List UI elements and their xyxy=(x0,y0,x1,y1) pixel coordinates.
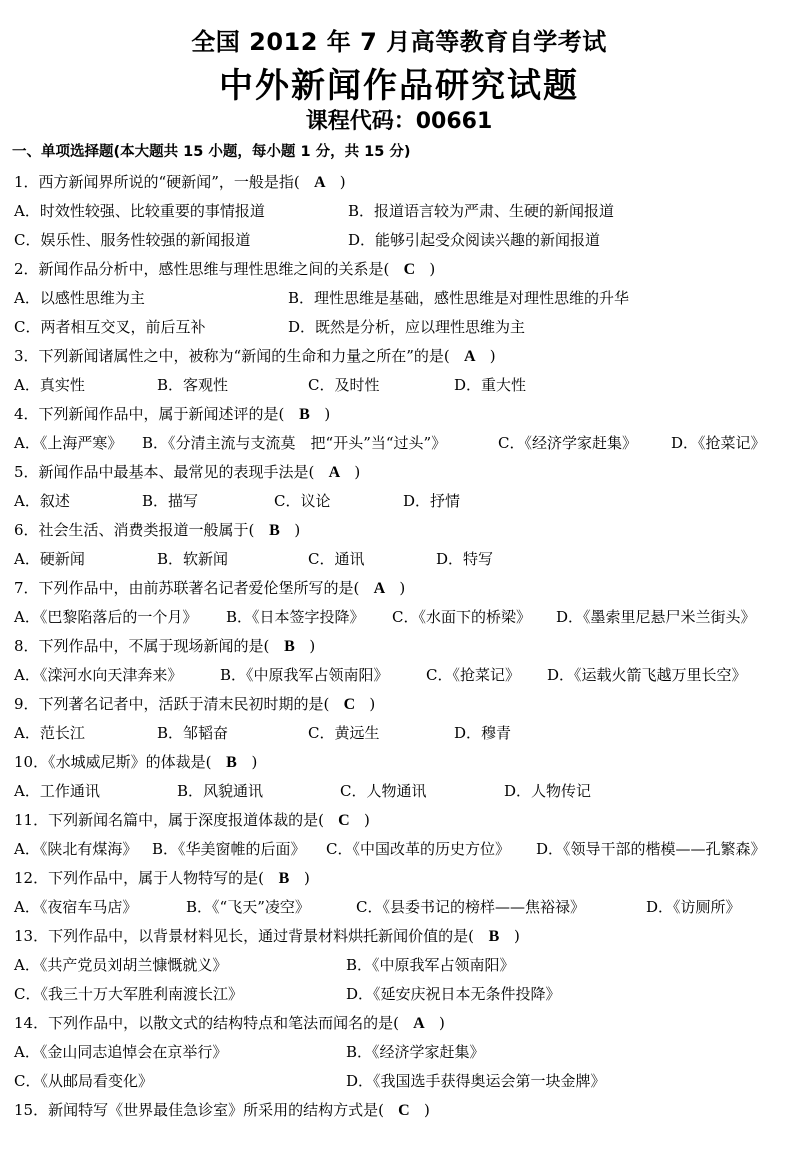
answer-mark: A xyxy=(463,348,476,365)
question-number: 7． xyxy=(14,579,39,597)
answer-close-paren: ) xyxy=(369,695,376,713)
answer-mark: B xyxy=(299,406,310,423)
option-a: A．《共产党员刘胡兰慷慨就义》 xyxy=(14,956,228,974)
question-text: 下列新闻诸属性之中，被称为“新闻的生命和力量之所在”的是( xyxy=(38,347,450,365)
question-list xyxy=(14,168,794,1125)
option-d: D．特写 xyxy=(436,550,494,568)
option-row xyxy=(14,487,794,516)
course-code: 课程代码：00661 xyxy=(305,109,493,134)
option-a: A．工作通讯 xyxy=(14,782,100,800)
question-text: 下列作品中，以散文式的结构特点和笔法而闻名的是( xyxy=(48,1014,399,1032)
question-text: 下列新闻作品中，属于新闻述评的是( xyxy=(38,405,285,423)
answer-close-paren: ) xyxy=(399,579,406,597)
question-number: 13． xyxy=(14,927,49,945)
option-row xyxy=(14,313,794,342)
option-row xyxy=(14,951,794,980)
question-text: 新闻特写《世界最佳急诊室》所采用的结构方式是( xyxy=(48,1101,384,1119)
question-text: 《水城威尼斯》的体裁是( xyxy=(48,753,212,771)
question-4 xyxy=(14,400,794,429)
option-d: D．重大性 xyxy=(454,376,527,394)
answer-mark: C xyxy=(398,1102,410,1119)
question-number: 10． xyxy=(14,753,49,771)
question-5 xyxy=(14,458,794,487)
question-text: 下列作品中，由前苏联著名记者爱伦堡所写的是( xyxy=(38,579,360,597)
option-c: C．通讯 xyxy=(308,550,365,568)
answer-close-paren: ) xyxy=(423,1101,430,1119)
question-text: 下列作品中，属于人物特写的是( xyxy=(48,869,264,887)
answer-mark: B xyxy=(488,928,500,945)
answer-mark: C xyxy=(338,812,350,829)
question-text: 新闻作品分析中，感性思维与理性思维之间的关系是( xyxy=(38,260,390,278)
question-text: 社会生活、消费类报道一般属于( xyxy=(38,521,255,539)
option-b: B．客观性 xyxy=(157,376,229,394)
answer-close-paren: ) xyxy=(294,521,301,539)
question-number: 1． xyxy=(14,173,39,191)
option-b: B．《华美窗帷的后面》 xyxy=(152,840,306,858)
option-c: C．《中国改革的历史方位》 xyxy=(326,840,510,858)
option-row xyxy=(14,197,794,226)
option-row xyxy=(14,429,794,458)
option-b: B．《经济学家赶集》 xyxy=(346,1043,485,1061)
option-row xyxy=(14,1067,794,1096)
question-number: 15． xyxy=(14,1101,49,1119)
option-b: B．《中原我军占领南阳》 xyxy=(346,956,515,974)
section-heading: 一、单项选择题(本大题共 15 小题，每小题 1 分，共 15 分) xyxy=(12,144,411,160)
option-c: C．《抢菜记》 xyxy=(426,666,520,684)
answer-mark: A xyxy=(413,1015,425,1032)
option-a: A．时效性较强、比较重要的事情报道 xyxy=(14,202,265,220)
question-13 xyxy=(14,922,794,951)
question-8 xyxy=(14,632,794,661)
question-text: 下列作品中，不属于现场新闻的是( xyxy=(38,637,270,655)
option-b: B．理性思维是基础，感性思维是对理性思维的升华 xyxy=(288,289,630,307)
option-b: B．《分清主流与支流莫 把“开头”当“过头”》 xyxy=(142,434,447,452)
question-number: 12． xyxy=(14,869,49,887)
question-number: 4． xyxy=(14,405,39,423)
question-text: 下列著名记者中，活跃于清末民初时期的是( xyxy=(38,695,330,713)
option-c: C．《水面下的桥梁》 xyxy=(392,608,531,626)
option-a: A．《上海严寒》 xyxy=(14,434,123,452)
answer-close-paren: ) xyxy=(303,869,310,887)
option-c: C．及时性 xyxy=(308,376,380,394)
answer-close-paren: ) xyxy=(309,637,316,655)
question-number: 14． xyxy=(14,1014,49,1032)
option-c: C．议论 xyxy=(274,492,331,510)
question-text: 新闻作品中最基本、最常见的表现手法是( xyxy=(38,463,315,481)
answer-mark: C xyxy=(403,261,416,278)
option-c: C．《县委书记的榜样——焦裕禄》 xyxy=(356,898,585,916)
exam-title: 全国 2012 年 7 月高等教育自学考试 xyxy=(191,28,607,56)
option-b: B．风貌通讯 xyxy=(177,782,264,800)
option-b: B．软新闻 xyxy=(157,550,229,568)
option-c: C．人物通讯 xyxy=(340,782,427,800)
option-b: B．《日本签字投降》 xyxy=(226,608,365,626)
question-7 xyxy=(14,574,794,603)
answer-close-paren: ) xyxy=(513,927,520,945)
answer-mark: B xyxy=(269,522,280,539)
question-2 xyxy=(14,255,794,284)
answer-mark: C xyxy=(343,696,356,713)
option-d: D．抒情 xyxy=(403,492,461,510)
answer-close-paren: ) xyxy=(429,260,436,278)
option-a: C．《我三十万大军胜利南渡长江》 xyxy=(14,985,243,1003)
option-row xyxy=(14,835,794,864)
option-b: D．既然是分析，应以理性思维为主 xyxy=(288,318,526,336)
option-a: A．《滦河水向天津奔来》 xyxy=(14,666,183,684)
option-d: D．《墨索里尼悬尸米兰街头》 xyxy=(556,608,756,626)
question-number: 9． xyxy=(14,695,39,713)
answer-close-paren: ) xyxy=(489,347,496,365)
question-number: 8． xyxy=(14,637,39,655)
option-d: D．《运载火箭飞越万里长空》 xyxy=(547,666,747,684)
option-b: B．邹韬奋 xyxy=(157,724,229,742)
option-a: A．真实性 xyxy=(14,376,85,394)
option-a: A．范长江 xyxy=(14,724,85,742)
question-6 xyxy=(14,516,794,545)
question-number: 3． xyxy=(14,347,39,365)
option-b: D．能够引起受众阅读兴趣的新闻报道 xyxy=(348,231,601,249)
answer-mark: A xyxy=(313,174,326,191)
option-row xyxy=(14,603,794,632)
option-c: C．黄远生 xyxy=(308,724,380,742)
option-row xyxy=(14,1038,794,1067)
answer-close-paren: ) xyxy=(251,753,258,771)
option-b: D．《延安庆祝日本无条件投降》 xyxy=(346,985,561,1003)
option-b: B．报道语言较为严肃、生硬的新闻报道 xyxy=(348,202,615,220)
option-row xyxy=(14,545,794,574)
option-a: A．《夜宿车马店》 xyxy=(14,898,138,916)
answer-close-paren: ) xyxy=(363,811,370,829)
option-d: D．穆青 xyxy=(454,724,512,742)
question-number: 5． xyxy=(14,463,39,481)
answer-mark: B xyxy=(284,638,295,655)
question-text: 下列新闻名篇中，属于深度报道体裁的是( xyxy=(48,811,324,829)
option-d: D．《抢菜记》 xyxy=(671,434,766,452)
option-b: B．描写 xyxy=(142,492,199,510)
answer-close-paren: ) xyxy=(324,405,331,423)
option-row xyxy=(14,284,794,313)
question-number: 11． xyxy=(14,811,49,829)
question-11 xyxy=(14,806,794,835)
option-d: D．《领导干部的楷模——孔繁森》 xyxy=(536,840,766,858)
option-row xyxy=(14,661,794,690)
option-b: B．《“飞天”凌空》 xyxy=(186,898,310,916)
option-a: C．娱乐性、服务性较强的新闻报道 xyxy=(14,231,251,249)
answer-close-paren: ) xyxy=(339,173,346,191)
answer-mark: B xyxy=(278,870,290,887)
option-row xyxy=(14,980,794,1009)
question-text: 下列作品中，以背景材料见长，通过背景材料烘托新闻价值的是( xyxy=(48,927,474,945)
question-15 xyxy=(14,1096,794,1125)
answer-close-paren: ) xyxy=(354,463,361,481)
subject-title: 中外新闻作品研究试题 xyxy=(219,66,579,106)
option-a: A．硬新闻 xyxy=(14,550,85,568)
question-14 xyxy=(14,1009,794,1038)
option-a: C．《从邮局看变化》 xyxy=(14,1072,153,1090)
option-b: D．《我国选手获得奥运会第一块金牌》 xyxy=(346,1072,606,1090)
option-a: A．叙述 xyxy=(14,492,70,510)
question-12 xyxy=(14,864,794,893)
answer-close-paren: ) xyxy=(438,1014,445,1032)
answer-mark: A xyxy=(373,580,386,597)
option-b: B．《中原我军占领南阳》 xyxy=(220,666,389,684)
question-number: 2． xyxy=(14,260,39,278)
question-9 xyxy=(14,690,794,719)
question-text: 西方新闻界所说的“硬新闻”，一般是指( xyxy=(38,173,300,191)
option-row xyxy=(14,719,794,748)
option-row xyxy=(14,777,794,806)
answer-mark: B xyxy=(226,754,237,771)
question-3 xyxy=(14,342,794,371)
option-d: D．人物传记 xyxy=(504,782,592,800)
question-number: 6． xyxy=(14,521,39,539)
option-a: A．《金山同志追悼会在京举行》 xyxy=(14,1043,228,1061)
option-a: C．两者相互交叉，前后互补 xyxy=(14,318,206,336)
option-row xyxy=(14,226,794,255)
answer-mark: A xyxy=(328,464,341,481)
question-10 xyxy=(14,748,794,777)
option-a: A．以感性思维为主 xyxy=(14,289,145,307)
option-a: A．《陕北有煤海》 xyxy=(14,840,138,858)
option-row xyxy=(14,371,794,400)
option-d: D．《访厕所》 xyxy=(646,898,741,916)
option-a: A．《巴黎陷落后的一个月》 xyxy=(14,608,198,626)
option-row xyxy=(14,893,794,922)
question-1 xyxy=(14,168,794,197)
option-c: C．《经济学家赶集》 xyxy=(498,434,637,452)
